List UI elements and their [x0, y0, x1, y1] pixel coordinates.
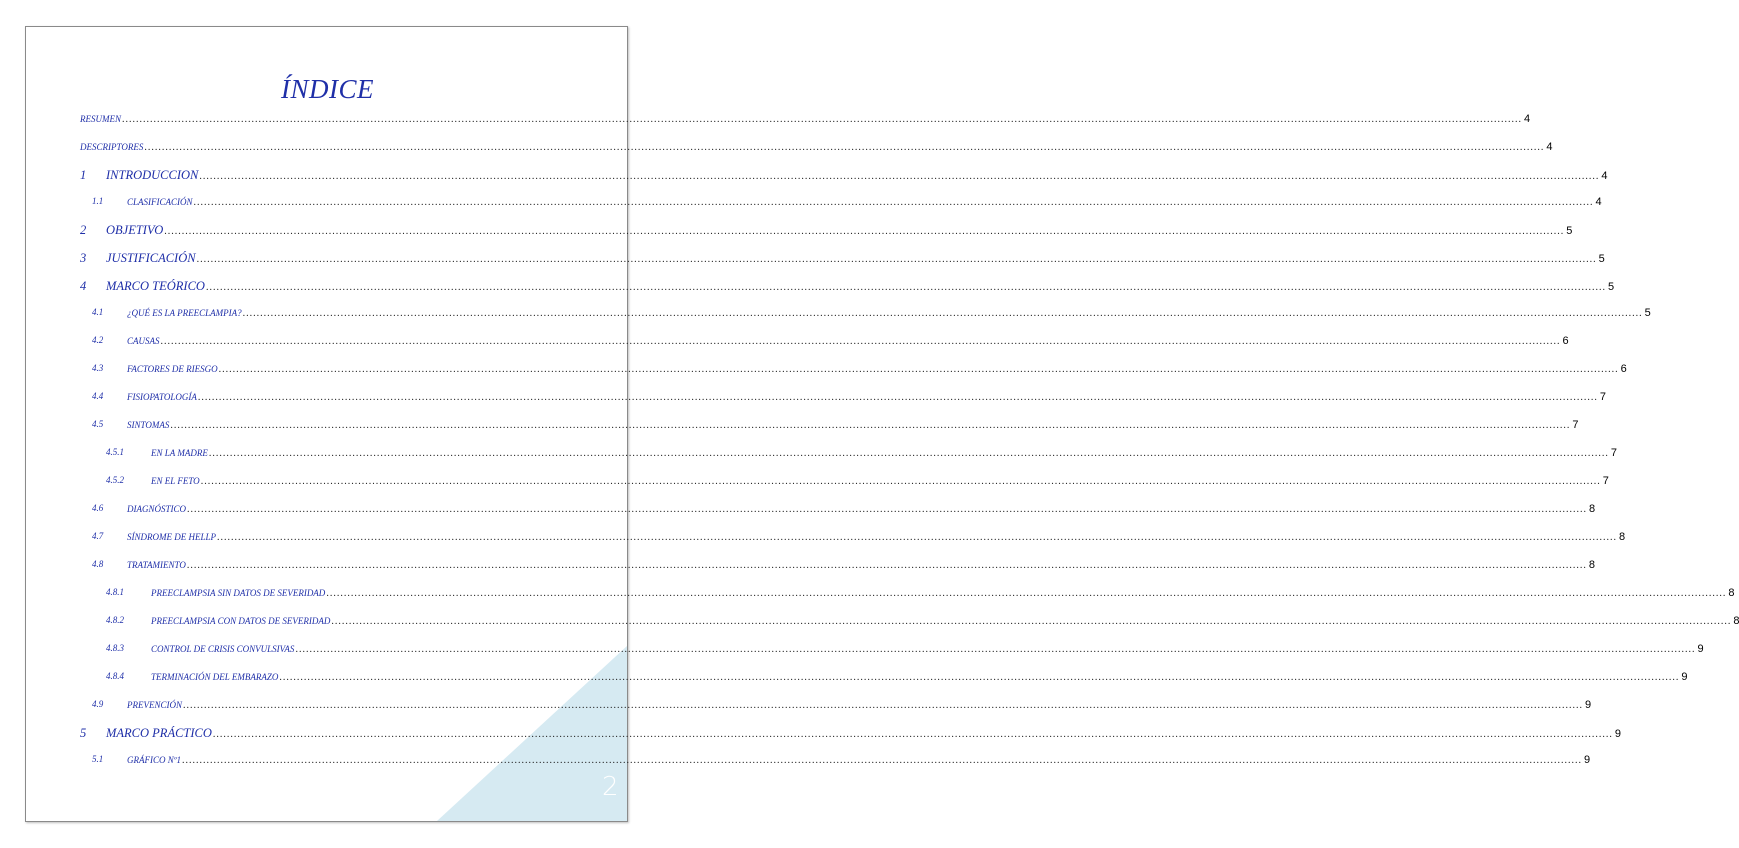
toc-entry[interactable]: [0, 699, 1592, 717]
toc-entry[interactable]: [0, 363, 1627, 381]
dot-leader: ................................................................................................................................................................................................................................................................................................................................................................................................................: [144, 142, 1545, 153]
toc-entry[interactable]: [0, 503, 1596, 521]
toc-entry[interactable]: [0, 726, 1622, 744]
toc-entry-label: ¿QUÉ ES LA PREECLAMPIA?: [127, 308, 242, 318]
toc-entry-page: 8: [1733, 615, 1739, 627]
toc-entry-number: 1.1: [92, 196, 104, 206]
toc-entry-page: 7: [1610, 447, 1617, 459]
toc-entry-label: EN EL FETO: [151, 476, 200, 486]
toc-entry[interactable]: [0, 475, 1609, 493]
toc-title: ÍNDICE: [281, 74, 374, 104]
toc-entry-number: 1: [80, 168, 87, 182]
toc-entry[interactable]: [0, 531, 1626, 549]
toc-entry-page: 6: [1562, 335, 1569, 347]
toc-entry[interactable]: [0, 251, 1605, 269]
toc-entry-label: RESUMEN: [80, 114, 121, 124]
toc-entry-number: 5: [80, 726, 87, 740]
toc-entry-label: PREECLAMPSIA SIN DATOS DE SEVERIDAD: [151, 588, 326, 598]
toc-entry-label: CONTROL DE CRISIS CONVULSIVAS: [151, 644, 295, 654]
toc-entry-page: 8: [1589, 503, 1596, 515]
toc-entry-number: 2: [80, 223, 87, 237]
dot-leader: ................................................................................................................................................................................................................................................................................................................................................................................................................: [331, 616, 1732, 627]
toc-entry-number: 5.1: [92, 754, 104, 764]
toc-entry-label: DESCRIPTORES: [80, 142, 144, 152]
toc-entry-label: TERMINACIÓN DEL EMBARAZO: [151, 672, 279, 682]
page-number: 2: [602, 772, 619, 802]
toc-entry-page: 4: [1524, 113, 1531, 125]
dot-leader: ................................................................................................................................................................................................................................................................................................................................................................................................................: [182, 755, 1583, 766]
toc-entry-page: 9: [1584, 754, 1591, 766]
toc-entry-label: GRÁFICO Nº1: [127, 755, 182, 765]
toc-entry-page: 5: [1607, 281, 1615, 293]
dot-leader: ................................................................................................................................................................................................................................................................................................................................................................................................................: [170, 420, 1571, 431]
dot-leader: ................................................................................................................................................................................................................................................................................................................................................................................................................: [199, 171, 1600, 182]
toc-entry[interactable]: [0, 559, 1595, 577]
toc-entry[interactable]: [0, 643, 1704, 661]
toc-entry-label: DIAGNÓSTICO: [127, 504, 187, 514]
toc-entry[interactable]: [0, 335, 1569, 353]
toc-entry-page: 7: [1572, 419, 1579, 431]
toc-entry-number: 4.5.2: [106, 475, 124, 485]
dot-leader: ................................................................................................................................................................................................................................................................................................................................................................................................................: [279, 672, 1680, 683]
dot-leader: ................................................................................................................................................................................................................................................................................................................................................................................................................: [295, 644, 1696, 655]
toc-entry-label: PREECLAMPSIA CON DATOS DE SEVERIDAD: [151, 616, 331, 626]
toc-entry[interactable]: [0, 279, 1615, 297]
toc-entry-number: 4.8: [92, 559, 104, 569]
toc-entry-page: 5: [1566, 225, 1573, 237]
toc-entry[interactable]: [0, 447, 1617, 465]
toc-entry-page: 8: [1588, 559, 1595, 571]
toc-entry[interactable]: [0, 671, 1688, 689]
toc-entry-label: SINTOMAS: [127, 420, 170, 430]
toc-entry-page: 9: [1585, 699, 1592, 711]
dot-leader: ................................................................................................................................................................................................................................................................................................................................................................................................................: [197, 392, 1598, 403]
toc-entry-number: 4.2: [92, 335, 104, 345]
dot-leader: ................................................................................................................................................................................................................................................................................................................................................................................................................: [212, 729, 1613, 740]
toc-entry-page: 8: [1728, 587, 1735, 599]
dot-leader: ................................................................................................................................................................................................................................................................................................................................................................................................................: [242, 308, 1643, 319]
toc-entry-number: 4.5.1: [106, 447, 124, 457]
dot-leader: ................................................................................................................................................................................................................................................................................................................................................................................................................: [122, 114, 1522, 125]
toc-entry-label: EN LA MADRE: [151, 448, 208, 458]
toc-entry-label: JUSTIFICACIÓN: [106, 251, 196, 265]
toc-entry-page: 4: [1546, 141, 1553, 153]
toc-entry-number: 4.8.1: [106, 587, 124, 597]
toc-entry-page: 9: [1681, 671, 1688, 683]
toc-entry[interactable]: [0, 615, 1739, 633]
toc-entry-number: 4.4: [92, 391, 104, 401]
toc-entry-number: 4.7: [92, 531, 104, 541]
dot-leader: ................................................................................................................................................................................................................................................................................................................................................................................................................: [193, 197, 1594, 208]
toc-entry-number: 4.8.2: [106, 615, 124, 625]
dot-leader: ................................................................................................................................................................................................................................................................................................................................................................................................................: [186, 560, 1587, 571]
dot-leader: ................................................................................................................................................................................................................................................................................................................................................................................................................: [183, 700, 1583, 711]
toc-entry-label: FACTORES DE RIESGO: [127, 364, 218, 374]
dot-leader: ................................................................................................................................................................................................................................................................................................................................................................................................................: [200, 476, 1601, 487]
toc-entry-number: 4.3: [92, 363, 104, 373]
toc-entry-label: PREVENCIÓN: [127, 700, 182, 710]
toc-entry-label: TRATAMIENTO: [127, 560, 186, 570]
toc-entry-number: 4.8.3: [106, 643, 124, 653]
toc-entry[interactable]: [0, 113, 1531, 131]
toc-entry-page: 7: [1602, 475, 1609, 487]
toc-entry[interactable]: [0, 223, 1573, 241]
toc-entry-label: MARCO TEÓRICO: [106, 279, 205, 293]
toc-entry-number: 4.9: [92, 699, 104, 709]
toc-entry-page: 9: [1614, 728, 1622, 740]
toc-entry-page: 9: [1697, 643, 1704, 655]
dot-leader: ................................................................................................................................................................................................................................................................................................................................................................................................................: [187, 504, 1588, 515]
toc-entry-number: 4.1: [92, 307, 104, 317]
toc-entry-page: 5: [1598, 253, 1605, 265]
dot-leader: ................................................................................................................................................................................................................................................................................................................................................................................................................: [164, 226, 1565, 237]
toc-entry-number: 3: [80, 251, 87, 265]
dot-leader: ................................................................................................................................................................................................................................................................................................................................................................................................................: [326, 588, 1727, 599]
toc-entry-number: 4.5: [92, 419, 104, 429]
toc-entry-page: 8: [1619, 531, 1626, 543]
toc-entry-page: 6: [1620, 363, 1627, 375]
toc-entry[interactable]: [0, 587, 1735, 605]
toc-entry-page: 4: [1595, 196, 1602, 208]
toc-entry[interactable]: [0, 754, 1591, 772]
toc-entry-page: 5: [1644, 307, 1651, 319]
dot-leader: ................................................................................................................................................................................................................................................................................................................................................................................................................: [196, 254, 1597, 265]
toc-entry-page: 4: [1601, 170, 1608, 182]
toc-entry[interactable]: [0, 168, 1608, 186]
dot-leader: ................................................................................................................................................................................................................................................................................................................................................................................................................: [217, 532, 1617, 543]
toc-entry[interactable]: [0, 196, 1602, 214]
toc-entry-number: 4: [80, 279, 87, 293]
toc-entry-page: 7: [1599, 391, 1606, 403]
toc-entry-label: MARCO PRÁCTICO: [106, 726, 212, 740]
toc-entry-number: 4.8.4: [106, 671, 124, 681]
toc-entry[interactable]: [0, 419, 1579, 437]
dot-leader: ................................................................................................................................................................................................................................................................................................................................................................................................................: [205, 282, 1606, 293]
dot-leader: ................................................................................................................................................................................................................................................................................................................................................................................................................: [160, 336, 1561, 347]
toc-entry[interactable]: [0, 307, 1651, 325]
toc-entry-label: CAUSAS: [127, 336, 160, 346]
toc-entry-label: SÍNDROME DE HELLP: [127, 532, 216, 542]
toc-entry-label: INTRODUCCION: [106, 168, 199, 182]
toc-entry-label: OBJETIVO: [106, 223, 164, 237]
toc-entry-label: FISIOPATOLOGÍA: [127, 392, 197, 402]
toc-entry[interactable]: [0, 141, 1553, 159]
toc-entry-number: 4.6: [92, 503, 104, 513]
dot-leader: ................................................................................................................................................................................................................................................................................................................................................................................................................: [208, 448, 1609, 459]
dot-leader: ................................................................................................................................................................................................................................................................................................................................................................................................................: [218, 364, 1619, 375]
toc-entry[interactable]: [0, 391, 1606, 409]
toc-entry-label: CLASIFICACIÓN: [127, 197, 193, 207]
